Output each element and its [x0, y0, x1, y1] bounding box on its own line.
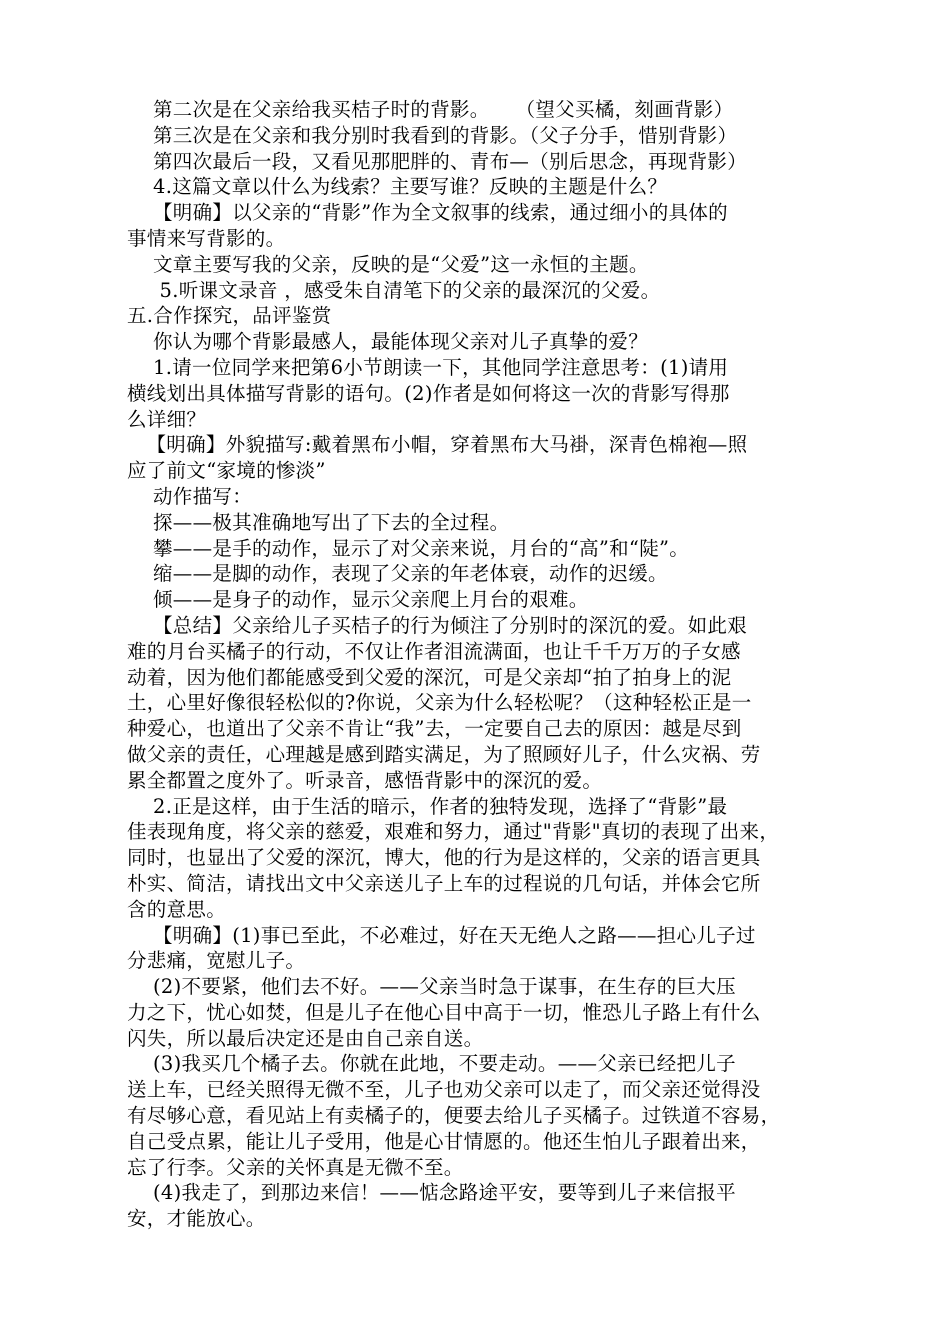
text-line: 自己受点累，能让儿子受用，他是心甘情愿的。他还生怕儿子跟着出来，	[127, 1129, 761, 1153]
text-line: 1.请一位同学来把第6小节朗读一下，其他同学注意思考：(1)请用	[127, 355, 729, 379]
text-line: 送上车，已经关照得无微不至，儿子也劝父亲可以走了，而父亲还觉得没	[127, 1078, 761, 1102]
text-line: 第二次是在父亲给我买桔子时的背影。 （望父买橘，刻画背影）	[127, 98, 734, 121]
text-line: 应了前文“家境的惨淡”	[127, 459, 326, 483]
summary-line: 【总结】父亲给儿子买桔子的行为倾注了分别时的深沉的爱。如此艰	[127, 613, 747, 637]
text-line: 有尽够心意，看见站上有卖橘子的，便要去给儿子买橘子。过铁道不容易，	[127, 1104, 781, 1128]
text-line: (2)不要紧，他们去不好。——父亲当时急于谋事，在生存的巨大压	[127, 975, 736, 999]
text-line: 佳表现角度，将父亲的慈爱，艰难和努力，通过"背影"真切的表现了出来，	[127, 820, 780, 844]
text-line: 2.正是这样，由于生活的暗示，作者的独特发现，选择了“背影”最	[127, 794, 728, 818]
text-line: 分悲痛，宽慰儿子。	[127, 949, 306, 973]
question-4: 4.这篇文章以什么为线索？主要写谁？反映的主题是什么？	[127, 175, 668, 199]
text-line: 横线划出具体描写背影的语句。(2)作者是如何将这一次的背影写得那	[127, 381, 730, 405]
answer-line: 【明确】以父亲的“背影”作为全文叙事的线索，通过细小的具体的	[127, 201, 728, 225]
text-line: 第三次是在父亲和我分别时我看到的背影。（父子分手，惜别背影）	[127, 123, 738, 147]
answer-line: 【明确】(1)事已至此，不必难过，好在天无绝人之路——担心儿子过	[127, 923, 756, 947]
text-line: 动作描写：	[127, 484, 252, 508]
text-line: 闪失，所以最后决定还是由自己亲自送。	[127, 1026, 484, 1050]
document-body	[127, 97, 827, 1232]
answer-line: 【明确】外貌描写:戴着黑布小帽，穿着黑布大马褂，深青色棉袍—照	[127, 433, 748, 457]
text-line: (4)我走了，到那边来信！——惦念路途平安，要等到儿子来信报平	[127, 1181, 736, 1205]
text-line: 5.听课文录音 ，感受朱自清笔下的父亲的最深沉的父爱。	[127, 278, 661, 302]
text-line: 难的月台买橘子的行动，不仅让作者泪流满面，也让千千万万的子女感	[127, 639, 741, 663]
text-line: 累全都置之度外了。听录音，感悟背影中的深沉的爱。	[127, 768, 603, 792]
text-line: 第四次最后一段，又看见那肥胖的、青布—（别后思念，再现背影）	[127, 149, 747, 173]
text-line: 攀——是手的动作，显示了对父亲来说，月台的“高”和“陡”。	[127, 536, 690, 560]
text-line: (3)我买几个橘子去。你就在此地，不要走动。——父亲已经把儿子	[127, 1052, 736, 1076]
text-line: 土，心里好像很轻松似的?你说，父亲为什么轻松呢？（这种轻松正是一	[127, 691, 752, 715]
text-line: 力之下，忧心如焚，但是儿子在他心目中高于一切，惟恐儿子路上有什么	[127, 1000, 761, 1024]
text-line: 文章主要写我的父亲，反映的是“父爱”这一永恒的主题。	[127, 252, 649, 276]
text-line: 忘了行李。父亲的关怀真是无微不至。	[127, 1155, 464, 1179]
text-line: 做父亲的责任，心理越是感到踏实满足，为了照顾好儿子，什么灾祸、劳	[127, 742, 761, 766]
text-line: 朴实、简洁，请找出文中父亲送儿子上车的过程说的几句话，并体会它所	[127, 871, 761, 895]
text-line: 么详细？	[127, 407, 207, 431]
text-line: 种爱心，也道出了父亲不肯让“我”去，一定要自己去的原因：越是尽到	[127, 717, 742, 741]
text-line: 同时，也显出了父爱的深沉，博大，他的行为是这样的，父亲的语言更具	[127, 846, 761, 870]
text-line: 探——极其准确地写出了下去的全过程。	[127, 510, 510, 534]
text-line: 安，才能放心。	[127, 1207, 266, 1231]
text-line: 含的意思。	[127, 897, 227, 921]
text-line: 缩——是脚的动作，表现了父亲的年老体衰，动作的迟缓。	[127, 562, 668, 586]
text-line: 你认为哪个背影最感人，最能体现父亲对儿子真挚的爱？	[127, 330, 648, 354]
section-heading: 五.合作探究，品评鉴赏	[127, 304, 332, 328]
text-line: 动着，因为他们都能感受到父爱的深沉，可是父亲却“拍了拍身上的泥	[127, 665, 732, 689]
text-line: 事情来写背影的。	[127, 226, 286, 250]
text-line: 倾——是身子的动作，显示父亲爬上月台的艰难。	[127, 588, 589, 612]
